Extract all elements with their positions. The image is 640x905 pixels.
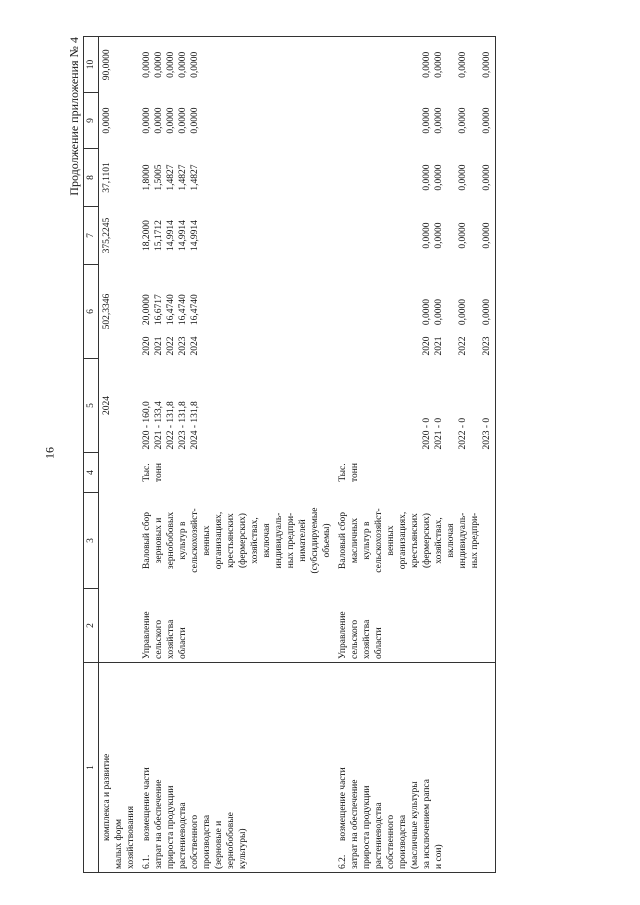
cell-6-2-c8: 0,0000 0,0000 0,0000 0,0000	[335, 149, 496, 207]
sheet-content	[67, 31, 615, 883]
continuation-note: Продолжение приложения № 4	[67, 37, 81, 196]
header-col-10: 10	[84, 37, 99, 93]
cell-6-1-targets: 2020 - 160,0 2021 - 133,4 2022 - 131,8 2023 - 131,8 2024 - 131,8	[142, 401, 200, 450]
cell-6-1-executor: Управление сельского хозяйства области	[142, 611, 188, 659]
page-number-strip	[30, 0, 70, 905]
header-col-7: 7	[84, 207, 99, 265]
row-number: 6.2.	[338, 854, 348, 869]
cell-intro-name: комплекса и развитие малых форм хозяйствования	[99, 663, 140, 873]
cell-6-1-years-c6: 2020 20,0000 2021 16,6717 2022 16,4740 2023 16,4740 2024 16,4740	[142, 294, 200, 356]
cell-6-2-name: 6.2.возмещение части затрат на обеспечение прироста продукции растениеводства собственного производства (масличные культуры за исключением рапса и сои)	[335, 663, 496, 873]
table-row-6-1	[139, 37, 335, 873]
rotated-sheet	[67, 31, 615, 883]
cell-6-1-c10: 0,0000 0,0000 0,0000 0,0000 0,0000	[139, 37, 335, 93]
cell-6-1-c8: 1,8000 1,5005 1,4827 1,4827 1,4827	[142, 164, 200, 191]
cell-intro-c7: 375,2245	[102, 217, 112, 254]
program-table	[83, 36, 496, 873]
cell-intro-c10: 90,0000	[99, 37, 140, 93]
header-col-1: 1	[84, 663, 99, 873]
table-row-intro	[99, 37, 140, 873]
cell-6-1-c7: 18,2000 15,1712 14,9914 14,9914 14,9914	[142, 220, 200, 251]
cell-intro-c6: 502,3346	[102, 293, 112, 330]
cell-6-1-name: 6.1.возмещение части затрат на обеспечение прироста продукции растениеводства собственного производства (зерновые и зернобобовые культуры)	[139, 663, 335, 873]
cell-6-2-targets: 2020 - 0 2021 - 0 2022 - 0 2023 - 0	[335, 359, 496, 453]
row-number: 6.1.	[142, 854, 152, 869]
cell-intro-c8: 37,1101	[102, 162, 112, 193]
header-row	[84, 37, 99, 873]
header-col-5: 5	[84, 359, 99, 453]
header-col-8: 8	[84, 149, 99, 207]
cell-6-2-years-c6: 2020 0,0000 2021 0,0000 2022 0,0000 2023 0,0000	[335, 265, 496, 359]
header-col-6: 6	[84, 265, 99, 359]
cell-6-2-c10: 0,0000 0,0000 0,0000 0,0000	[335, 37, 496, 93]
cell-6-2-unit: Тыс. тонн	[335, 453, 496, 493]
cell-6-2-c9: 0,0000 0,0000 0,0000 0,0000	[335, 93, 496, 149]
cell-intro-c9: 0,0000	[102, 107, 112, 134]
header-col-3: 3	[84, 493, 99, 589]
page-number: 16	[42, 446, 57, 459]
cell-6-1-c9: 0,0000 0,0000 0,0000 0,0000 0,0000	[142, 107, 200, 134]
table-row-6-2	[335, 37, 496, 873]
cell-6-2-executor: Управление сельского хозяйства области	[335, 589, 496, 663]
cell-6-1-unit: Тыс. тонн	[142, 463, 164, 482]
cell-intro-year: 2024	[102, 396, 112, 415]
header-col-4: 4	[84, 453, 99, 493]
header-col-2: 2	[84, 589, 99, 663]
header-col-9: 9	[84, 93, 99, 149]
cell-6-2-indicator: Валовый сбор масличных культур в сельскохозяйст- венных организациях, крестьянских (фермерских) хозяйствах, включая индивидуаль- ных предпри-	[335, 493, 496, 589]
cell-6-1-indicator: Валовый сбор зерновых и зернобобовых культур в сельскохозяйст- венных организациях, крестьянских (фермерских) хозяйствах, включая индивидуаль- ных предпри- нимателей (субсидируемые объемы)	[142, 507, 332, 574]
cell-6-2-c7: 0,0000 0,0000 0,0000 0,0000	[335, 207, 496, 265]
